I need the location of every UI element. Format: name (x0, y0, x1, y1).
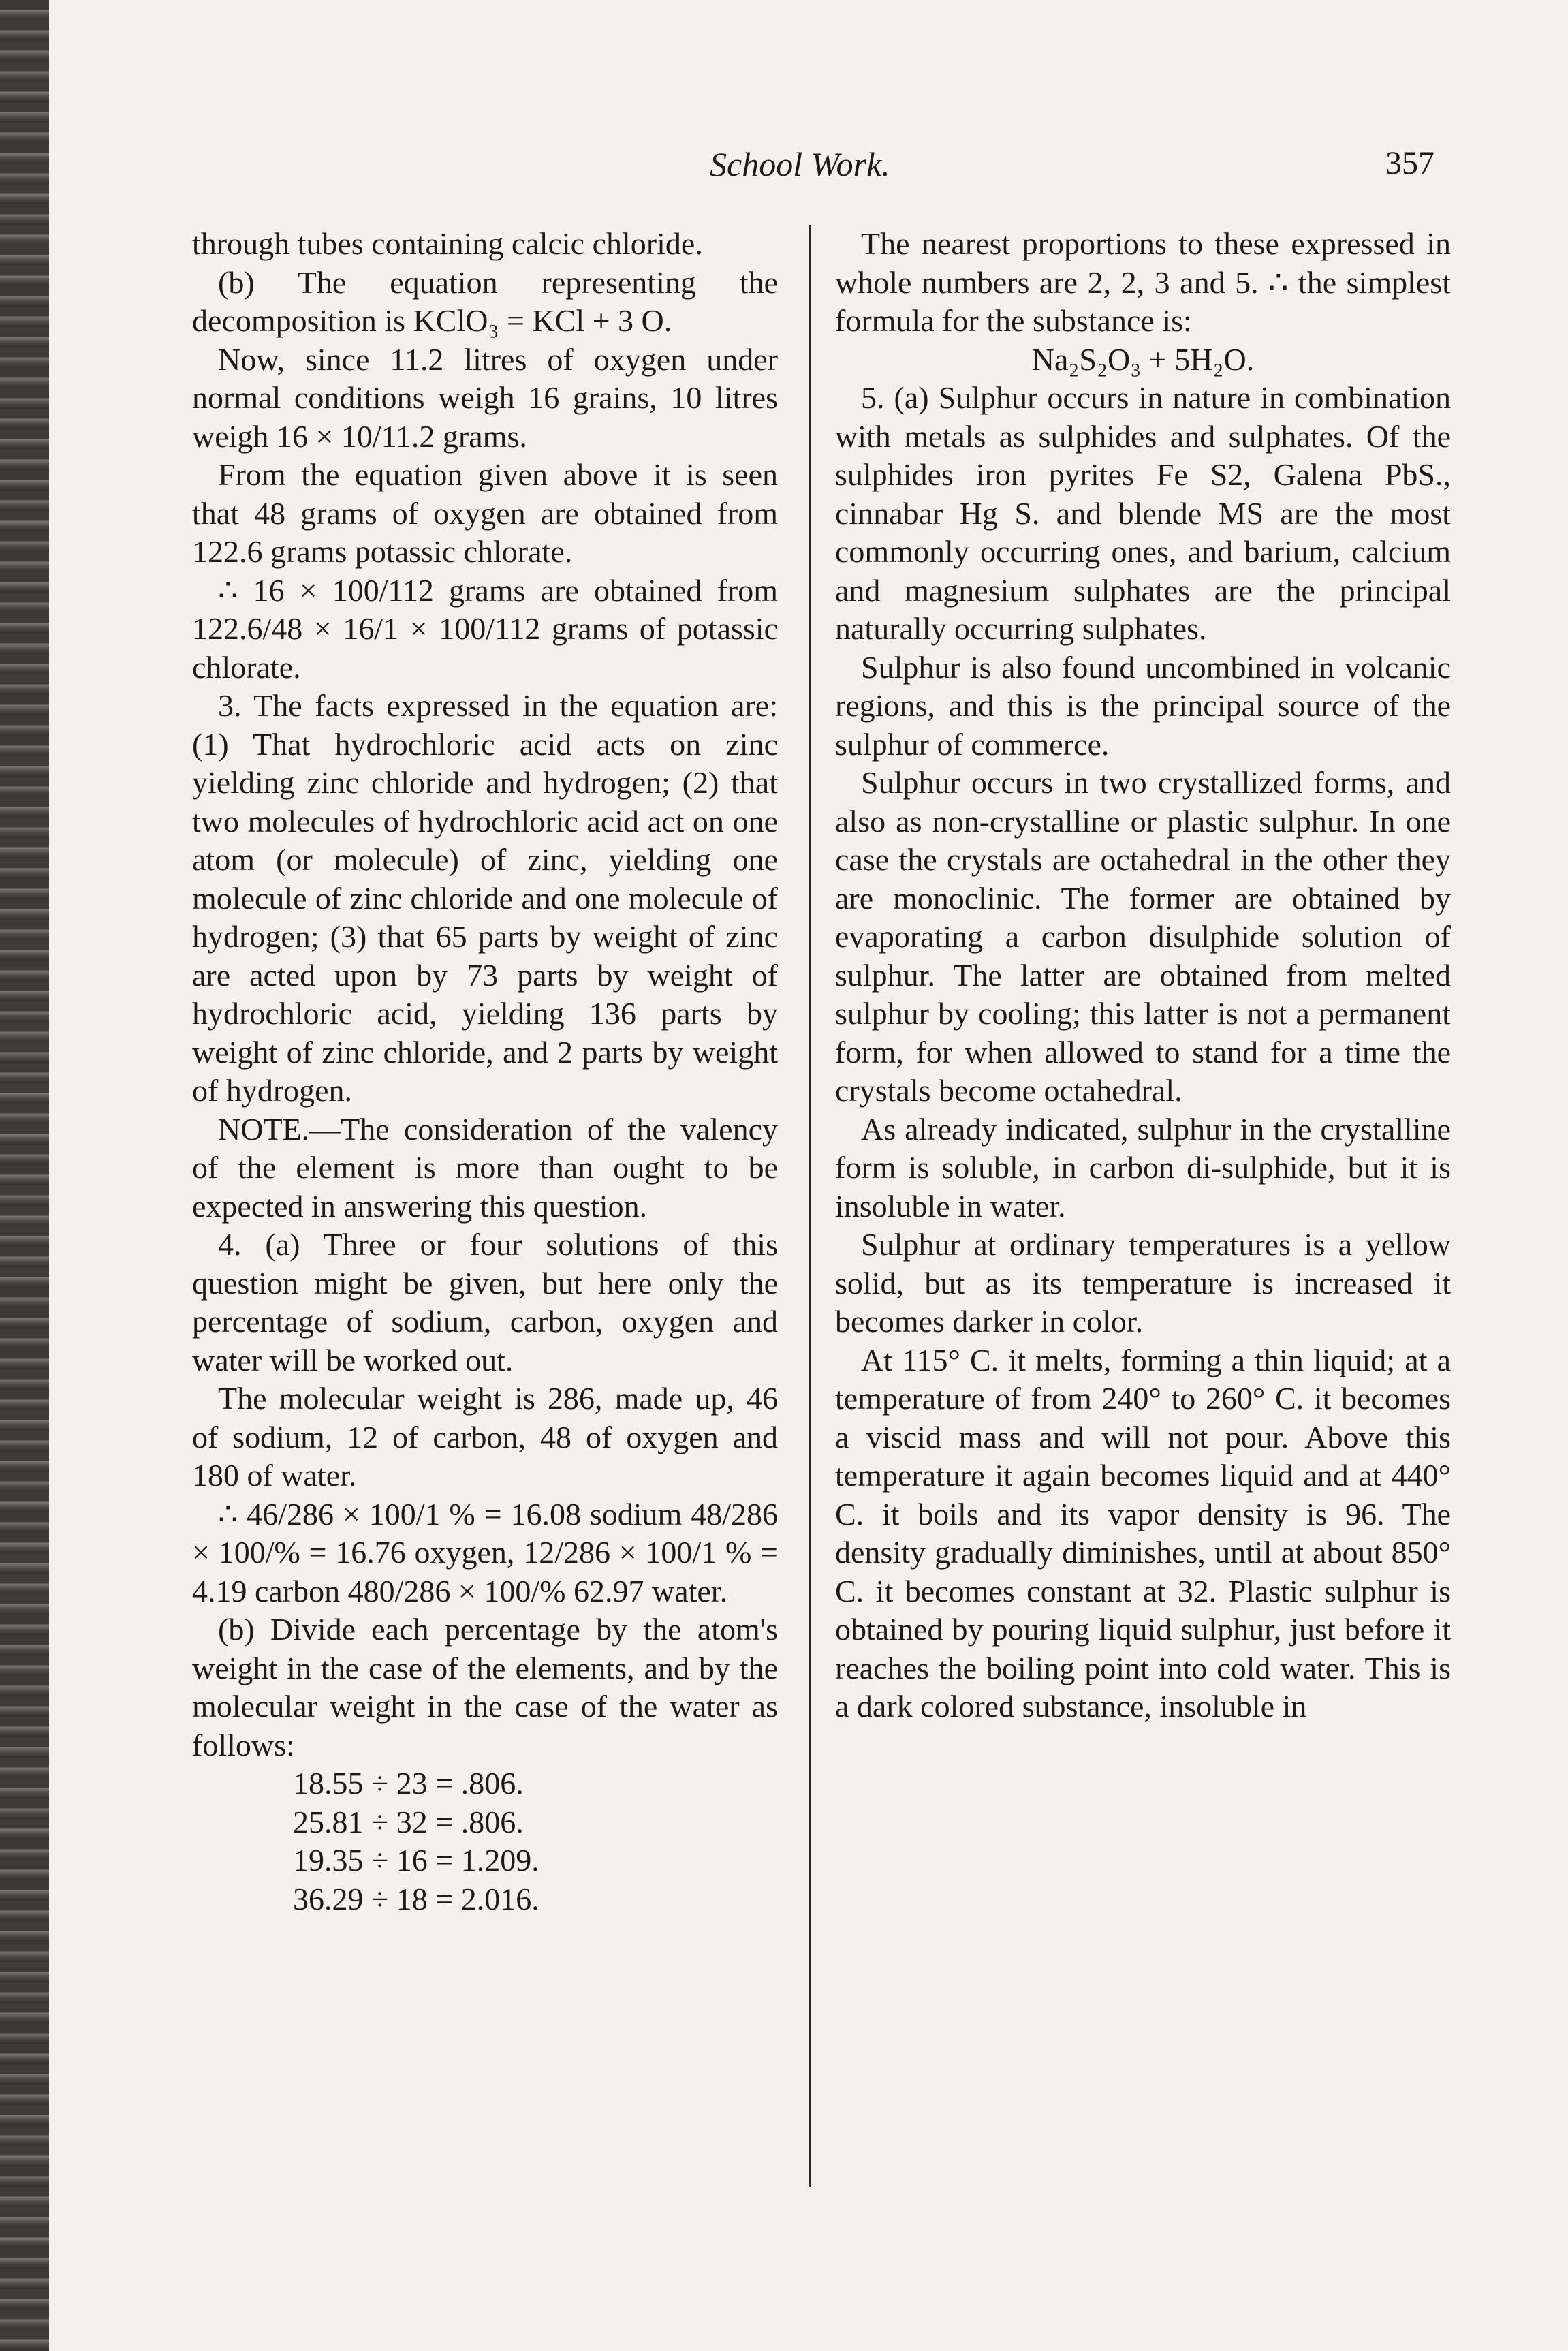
paragraph: 5. (a) Sulphur occurs in nature in combination with metals as sulphides and sulphates. Of the sulphides iron pyrites Fe S2, Galena PbS., cinnabar Hg S. and blende MS are the most commonly occurring ones, and barium, calcium and magnesium sulphates are the principal naturally occurring sulphates. (835, 380, 1451, 646)
paragraph: Na₂S₂O₃ + 5H₂O. (1031, 341, 1255, 377)
column-divider (809, 225, 811, 2187)
right-column (835, 225, 1451, 1726)
paragraph: Sulphur occurs in two crystallized forms, and also as non-crystalline or plastic sulphur. In one case the crystals are octahedral in the other they are monoclinic. The former are obtained by evaporating a carbon disulphide solution of sulphur. The latter are obtained from melted sulphur by cooling; this latter is not a permanent form, for when allowed to stand for a time the crystals become octahedral. (835, 765, 1451, 1108)
page-header (191, 144, 1434, 185)
paragraph: As already indicated, sulphur in the crystalline form is soluble, in carbon di-sulphide, but it is insoluble in water. (835, 1111, 1451, 1224)
paragraph: The molecular weight is 286, made up, 46 of sodium, 12 of carbon, 48 of oxygen and 180 of water. (192, 1381, 778, 1493)
paragraph: 36.29 ÷ 18 = 2.016. (293, 1881, 539, 1916)
paragraph: through tubes containing calcic chloride. (192, 226, 703, 261)
paragraph: ∴ 46/286 × 100/1 % = 16.08 sodium 48/286 × 100/% = 16.76 oxygen, 12/286 × 100/1 % = 4.19 carbon 480/286 × 100/% 62.97 water. (192, 1496, 778, 1608)
paragraph: 3. The facts expressed in the equation are: (1) That hydrochloric acid acts on zinc yielding zinc chloride and hydrogen; (2) that two molecules of hydrochloric acid act on one atom (or molecule) of zinc, yielding one molecule of zinc chloride and one molecule of hydrogen; (3) that 65 parts by weight of zinc are acted upon by 73 parts by weight of hydrochloric acid, yielding 136 parts by weight of zinc chloride, and 2 parts by weight of hydrogen. (192, 688, 778, 1108)
paragraph: 25.81 ÷ 32 = .806. (293, 1804, 524, 1839)
paragraph: 19.35 ÷ 16 = 1.209. (293, 1843, 539, 1878)
page-number: 357 (1385, 145, 1434, 181)
paragraph: Sulphur is also found uncombined in volcanic regions, and this is the principal source of the sulphur of commerce. (835, 649, 1451, 762)
paragraph: 18.55 ÷ 23 = .806. (293, 1766, 524, 1801)
paragraph: (b) The equation representing the decomposition is KClO₃ = KCl + 3 O. (192, 264, 778, 338)
paragraph: NOTE.—The consideration of the valency of the element is more than ought to be expected in answering this question. (192, 1111, 778, 1224)
running-title: School Work. (710, 145, 890, 183)
paragraph: At 115° C. it melts, forming a thin liquid; at a temperature of from 240° to 260° C. it becomes a viscid mass and will not pour. Above this temperature it again becomes liquid and at 440° C. it boils and its vapor density is 96. The density gradually diminishes, until at about 850° C. it becomes constant at 32. Plastic sulphur is obtained by pouring liquid sulphur, just before it reaches the boiling point into cold water. This is a dark colored substance, insoluble in (835, 1342, 1451, 1724)
paragraph: Sulphur at ordinary temperatures is a yellow solid, but as its temperature is increased it becomes darker in color. (835, 1227, 1451, 1339)
paragraph: ∴ 16 × 100/112 grams are obtained from 122.6/48 × 16/1 × 100/112 grams of potassic chlorate. (192, 572, 778, 685)
book-spine-edge (0, 0, 49, 2351)
paragraph: Now, since 11.2 litres of oxygen under normal conditions weigh 16 grains, 10 litres weigh 16 × 10/11.2 grams. (192, 341, 778, 454)
left-column (192, 225, 778, 1918)
paragraph: From the equation given above it is seen that 48 grams of oxygen are obtained from 122.6 grams potassic chlorate. (192, 457, 778, 569)
paragraph: (b) Divide each percentage by the atom's weight in the case of the elements, and by the molecular weight in the case of the water as follows: (192, 1612, 778, 1762)
paragraph: 4. (a) Three or four solutions of this question might be given, but here only the percentage of sodium, carbon, oxygen and water will be worked out. (192, 1227, 778, 1377)
paragraph: The nearest proportions to these expressed in whole numbers are 2, 2, 3 and 5. ∴ the simplest formula for the substance is: (835, 226, 1451, 338)
